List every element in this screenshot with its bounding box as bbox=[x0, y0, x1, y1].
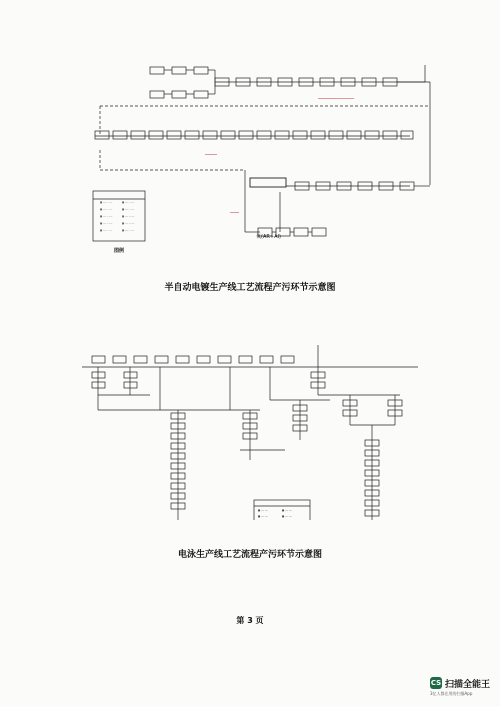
svg-text:■ ── ──: ■ ── ── bbox=[258, 509, 268, 512]
electroplating-flow-diagram bbox=[0, 55, 500, 315]
diagram1-legend-title: 图例 bbox=[113, 248, 124, 254]
svg-text:■ ── ──: ■ ── ── bbox=[282, 515, 292, 518]
svg-text:■ ── ─ ──: ■ ── ─ ── bbox=[100, 215, 113, 218]
svg-text:■ ── ─ ──: ■ ── ─ ── bbox=[122, 208, 135, 211]
svg-text:━━━━━━: ━━━━━━ bbox=[230, 211, 240, 214]
svg-text:■ ── ─ ──: ■ ── ─ ── bbox=[100, 201, 113, 204]
svg-text:■ ── ─ ──: ■ ── ─ ── bbox=[122, 215, 135, 218]
caption-electroplating: 半自动电镀生产线工艺流程产污环节示意图 bbox=[164, 283, 336, 293]
svg-text:━━━━━━━━━━━━━━━━━━━━━━━━: ━━━━━━━━━━━━━━━━━━━━━━━━ bbox=[318, 97, 355, 100]
svg-text:■ ── ──: ■ ── ── bbox=[282, 509, 292, 512]
svg-text:■ ── ─ ──: ■ ── ─ ── bbox=[122, 201, 135, 204]
svg-text:■ ── ──: ■ ── ── bbox=[258, 515, 268, 518]
svg-text:■ ── ─ ──: ■ ── ─ ── bbox=[100, 208, 113, 211]
svg-text:■ ── ─ ──: ■ ── ─ ── bbox=[122, 229, 135, 232]
scanner-app-name: 扫描全能王 bbox=[445, 680, 491, 690]
diagram1-box-label: 氧(AR+AI) bbox=[256, 234, 281, 240]
scanner-tagline: 3亿人都在用的扫描App bbox=[430, 691, 473, 696]
page-number: 第 3 页 bbox=[236, 616, 264, 625]
caption-electrophoresis: 电泳生产线工艺流程产污环节示意图 bbox=[177, 550, 322, 560]
scanner-logo-icon: CS bbox=[430, 679, 442, 687]
svg-text:■ ── ─ ──: ■ ── ─ ── bbox=[100, 222, 113, 225]
electrophoresis-flow-diagram bbox=[0, 340, 500, 520]
svg-text:■ ── ─ ──: ■ ── ─ ── bbox=[122, 222, 135, 225]
svg-text:━━━━━━━━: ━━━━━━━━ bbox=[205, 153, 218, 156]
svg-text:■ ── ─ ──: ■ ── ─ ── bbox=[100, 229, 113, 232]
scanner-watermark bbox=[430, 677, 496, 703]
